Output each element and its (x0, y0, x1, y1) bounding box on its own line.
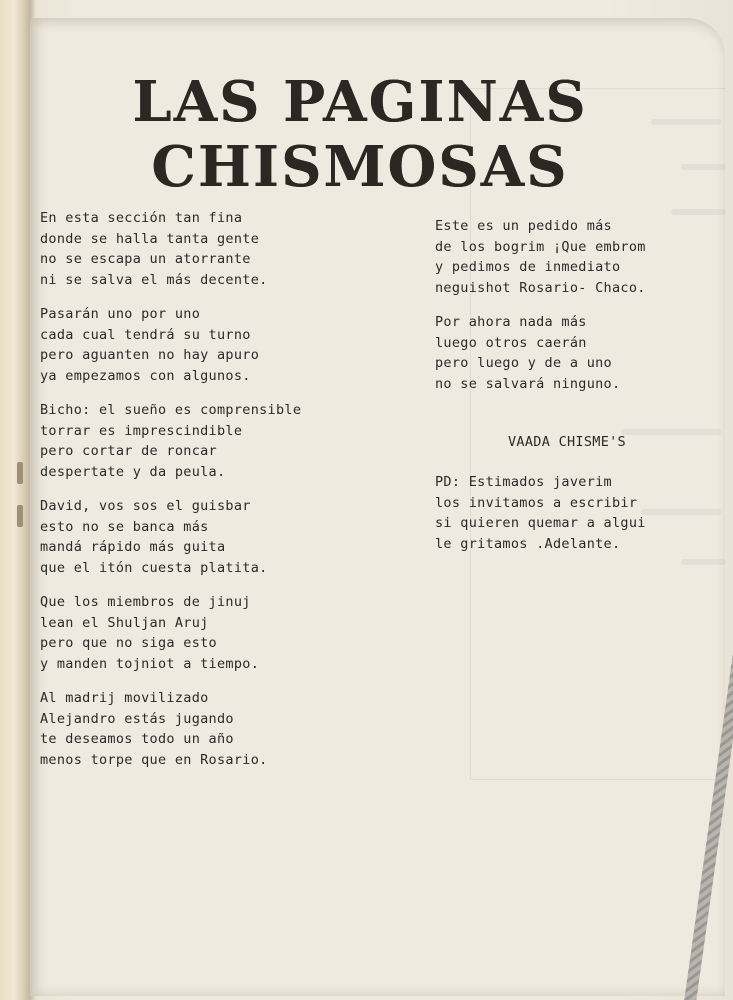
verse-line: te deseamos todo un año (40, 731, 234, 747)
stanza (40, 592, 380, 674)
verse-line: no se salvará ninguno. (435, 375, 621, 392)
postscript-line: los invitamos a escribir (435, 494, 638, 511)
verse-line: menos torpe que en Rosario. (40, 751, 268, 768)
postscript-line: le gritamos .Adelante. (435, 535, 621, 552)
stanza (40, 208, 380, 290)
postscript-line: si quieren quemar a algui (435, 515, 646, 531)
verse-line: Por ahora nada más (435, 314, 587, 330)
verse-line: pero aguanten no hay apuro (40, 347, 260, 363)
verse-line: En esta sección tan fina (40, 210, 243, 226)
stanza (40, 496, 380, 578)
verse-line: y manden tojniot a tiempo. (40, 655, 260, 672)
page-title-line-2: CHISMOSAS (151, 134, 569, 200)
verse-line: lean el Shuljan Aruj (40, 614, 209, 631)
verse-line: Pasarán uno por uno (40, 306, 201, 322)
left-column (40, 208, 380, 784)
staple-mark (17, 462, 23, 484)
verse-line: donde se halla tanta gente (40, 230, 260, 247)
verse-line: que el itón cuesta platita. (40, 559, 268, 576)
verse-line: pero cortar de roncar (40, 443, 217, 459)
verse-line: ni se salva el más decente. (40, 271, 268, 288)
verse-line: Alejandro estás jugando (40, 710, 234, 727)
verse-line: de los bogrim ¡Que embrom (435, 238, 646, 255)
verse-line: esto no se banca más (40, 518, 209, 535)
signature: VAADA CHISME'S (508, 434, 626, 450)
verse-line: neguishot Rosario- Chaco. (435, 279, 646, 296)
stanza (40, 304, 380, 386)
verse-line: Este es un pedido más (435, 218, 612, 234)
verse-line: Que los miembros de jinuj (40, 594, 251, 610)
stanza (40, 400, 380, 482)
binding-cord (641, 0, 733, 1000)
verse-line: pero luego y de a uno (435, 355, 612, 371)
staple-mark (17, 505, 23, 527)
verse-line: David, vos sos el guisbar (40, 498, 251, 514)
verse-line: pero que no siga esto (40, 635, 217, 651)
verse-line: Al madrij movilizado (40, 690, 209, 706)
verse-line: cada cual tendrá su turno (40, 326, 251, 343)
page-title-line-1: LAS PAGINAS (132, 69, 588, 135)
verse-line: luego otros caerán (435, 334, 587, 351)
verse-line: torrar es imprescindible (40, 422, 243, 439)
verse-line: no se escapa un atorrante (40, 251, 251, 267)
verse-line: despertate y da peula. (40, 463, 226, 480)
verse-line: y pedimos de inmediato (435, 259, 621, 275)
verse-line: ya empezamos con algunos. (40, 367, 251, 384)
stanza (40, 688, 380, 770)
verse-line: mandá rápido más guita (40, 539, 226, 555)
magazine-page (30, 18, 725, 996)
postscript-line: PD: Estimados javerim (435, 474, 612, 490)
verse-line: Bicho: el sueño es comprensible (40, 402, 302, 418)
